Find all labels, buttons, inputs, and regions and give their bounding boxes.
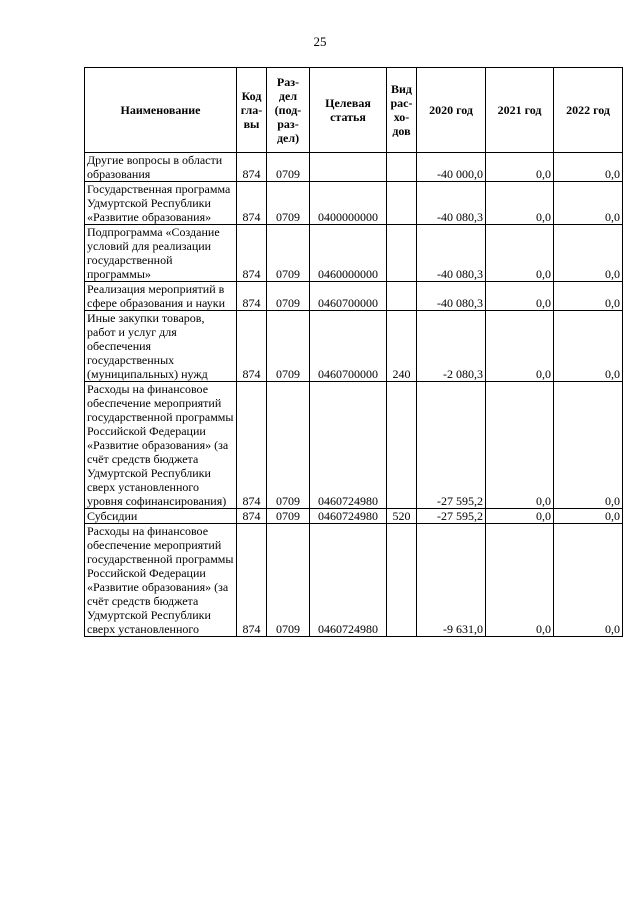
table-header-row xyxy=(85,68,623,153)
table-row xyxy=(85,509,623,524)
row-type xyxy=(387,382,417,509)
row-2021: 0,0 xyxy=(486,182,554,225)
table-row xyxy=(85,225,623,282)
row-2022: 0,0 xyxy=(554,225,623,282)
row-section: 0709 xyxy=(267,524,310,637)
row-section: 0709 xyxy=(267,225,310,282)
row-section: 0709 xyxy=(267,153,310,182)
row-2020: -27 595,2 xyxy=(417,509,486,524)
table-row xyxy=(85,382,623,509)
row-article: 0460724980 xyxy=(310,509,387,524)
row-section: 0709 xyxy=(267,182,310,225)
row-chapter: 874 xyxy=(237,282,267,311)
budget-table xyxy=(84,67,623,637)
row-chapter: 874 xyxy=(237,311,267,382)
row-article: 0400000000 xyxy=(310,182,387,225)
row-2020: -40 080,3 xyxy=(417,182,486,225)
row-name: Реализация мероприятий в сфере образования и науки xyxy=(85,282,237,311)
table-row xyxy=(85,182,623,225)
row-article xyxy=(310,153,387,182)
header-2020: 2020 год xyxy=(417,68,486,153)
row-2021: 0,0 xyxy=(486,509,554,524)
row-type xyxy=(387,225,417,282)
header-expense-type: Вид рас-хо-дов xyxy=(387,68,417,153)
table-row xyxy=(85,282,623,311)
row-chapter: 874 xyxy=(237,524,267,637)
row-name: Расходы на финансовое обеспечение мероприятий государственной программы Российской Федерации «Развитие образования» (за счёт средств бюджета Удмуртской Республики сверх установленного уровня софинансирования) xyxy=(85,382,237,509)
row-section: 0709 xyxy=(267,311,310,382)
header-chapter-code: Код гла-вы xyxy=(237,68,267,153)
row-2022: 0,0 xyxy=(554,182,623,225)
row-article: 0460700000 xyxy=(310,311,387,382)
row-2021: 0,0 xyxy=(486,311,554,382)
row-article: 0460724980 xyxy=(310,524,387,637)
row-2022: 0,0 xyxy=(554,311,623,382)
row-2022: 0,0 xyxy=(554,153,623,182)
row-2021: 0,0 xyxy=(486,524,554,637)
row-type xyxy=(387,282,417,311)
row-2020: -40 000,0 xyxy=(417,153,486,182)
row-2022: 0,0 xyxy=(554,382,623,509)
row-chapter: 874 xyxy=(237,509,267,524)
row-chapter: 874 xyxy=(237,225,267,282)
row-2021: 0,0 xyxy=(486,282,554,311)
row-name: Государственная программа Удмуртской Республики «Развитие образования» xyxy=(85,182,237,225)
row-2020: -2 080,3 xyxy=(417,311,486,382)
row-type: 240 xyxy=(387,311,417,382)
row-article: 0460700000 xyxy=(310,282,387,311)
row-type xyxy=(387,182,417,225)
header-name: Наименование xyxy=(85,68,237,153)
row-name: Иные закупки товаров, работ и услуг для обеспечения государственных (муниципальных) нужд xyxy=(85,311,237,382)
row-type xyxy=(387,524,417,637)
row-2021: 0,0 xyxy=(486,382,554,509)
header-section: Раз-дел (под-раз-дел) xyxy=(267,68,310,153)
row-2022: 0,0 xyxy=(554,282,623,311)
row-chapter: 874 xyxy=(237,182,267,225)
header-target-article: Целевая статья xyxy=(310,68,387,153)
row-2020: -9 631,0 xyxy=(417,524,486,637)
header-2022: 2022 год xyxy=(554,68,623,153)
row-2020: -27 595,2 xyxy=(417,382,486,509)
header-2021: 2021 год xyxy=(486,68,554,153)
row-2020: -40 080,3 xyxy=(417,282,486,311)
row-2020: -40 080,3 xyxy=(417,225,486,282)
page-number: 25 xyxy=(313,34,327,49)
row-type xyxy=(387,153,417,182)
row-section: 0709 xyxy=(267,509,310,524)
row-article: 0460724980 xyxy=(310,382,387,509)
row-2022: 0,0 xyxy=(554,509,623,524)
table-row xyxy=(85,524,623,637)
row-2021: 0,0 xyxy=(486,225,554,282)
table-row xyxy=(85,153,623,182)
row-section: 0709 xyxy=(267,282,310,311)
row-section: 0709 xyxy=(267,382,310,509)
row-2022: 0,0 xyxy=(554,524,623,637)
row-article: 0460000000 xyxy=(310,225,387,282)
row-name: Расходы на финансовое обеспечение мероприятий государственной программы Российской Федерации «Развитие образования» (за счёт средств бюджета Удмуртской Республики сверх установленного xyxy=(85,524,237,637)
table-row xyxy=(85,311,623,382)
row-type: 520 xyxy=(387,509,417,524)
row-name: Субсидии xyxy=(85,509,237,524)
row-2021: 0,0 xyxy=(486,153,554,182)
row-chapter: 874 xyxy=(237,153,267,182)
row-name: Другие вопросы в области образования xyxy=(85,153,237,182)
row-chapter: 874 xyxy=(237,382,267,509)
row-name: Подпрограмма «Создание условий для реализации государственной программы» xyxy=(85,225,237,282)
